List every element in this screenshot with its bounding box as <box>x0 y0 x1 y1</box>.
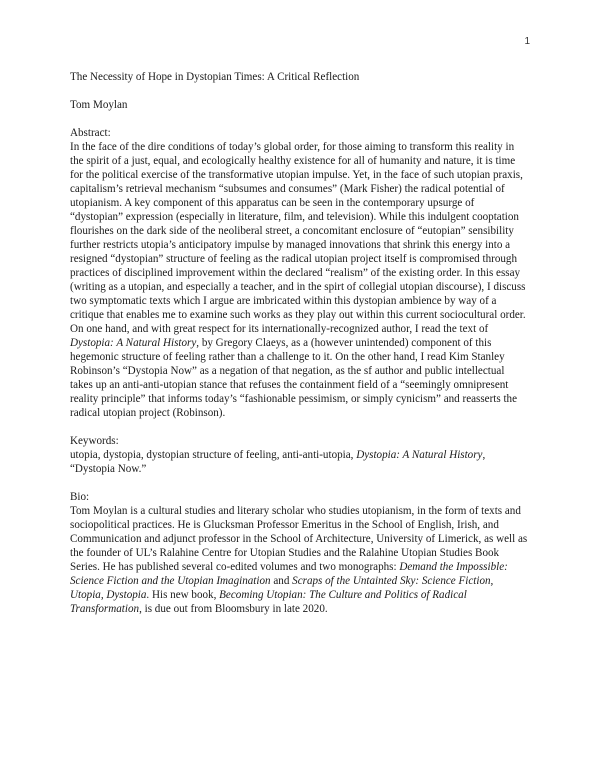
abstract-text <box>70 140 528 420</box>
abstract-label: Abstract: <box>70 127 111 139</box>
italic-title: Demand the Impossible: Science Fiction and the Utopian Imagination <box>70 561 508 587</box>
text-run: and <box>270 575 293 587</box>
text-run: In the face of the dire conditions of today’s global order, for those aiming to transform this reality in the spirit of a just, equal, and ecologically healthy existence for all of humanity and nature, it is time for the political exercise of the transformative utopian impulse. Yet, in the face of such utopian praxis, capitalism’s retrieval mechanism “subsumes and consumes” (Mark Fisher) the radical potential of utopianism. A key component of this apparatus can be seen in the contemporary upsurge of “dystopian” expression (especially in literature, film, and television). While this indulgent cooptation flourishes on the dark side of the neoliberal street, a concomitant enclosure of “eutopian” sensibility further restricts utopia’s anticipatory impulse by managed innovations that shrink this energy into a resigned “dystopian” structure of feeling as the radical utopian project itself is compromised through practices of disciplined improvement within the declared “realism” of the existing order. In this essay (writing as a utopian, and especially a teacher, and in the spirt of collegial utopian discourse), I discuss two symptomatic texts which I argue are imbricated within this dystopian ambience by way of a critique that enables me to examine such works as they play out within this current sociocultural order. On one hand, and with great respect for its internationally-recognized author, I read the text of <box>70 141 526 335</box>
bio-label: Bio: <box>70 491 90 503</box>
keywords-text <box>70 448 528 476</box>
text-run: utopia, dystopia, dystopian structure of feeling, anti-anti-utopia, <box>70 449 357 461</box>
author-name: Tom Moylan <box>70 99 128 111</box>
keywords-label: Keywords: <box>70 435 119 447</box>
italic-title: Dystopia: A Natural History <box>356 449 483 461</box>
text-run: , “Dystopia Now.” <box>70 449 486 475</box>
text-run: , is due out from Bloomsbury in late 2020. <box>139 603 328 615</box>
document-title: The Necessity of Hope in Dystopian Times: A Critical Reflection <box>70 71 360 83</box>
italic-title: Becoming Utopian: The Culture and Politics of Radical Transformation <box>70 589 467 615</box>
bio-text <box>70 504 528 616</box>
italic-title: Dystopia: A Natural History <box>70 337 197 349</box>
text-run: . His new book, <box>146 589 220 601</box>
document-body <box>70 70 528 630</box>
italic-title: Scraps of the Untainted Sky: Science Fiction, Utopia, Dystopia <box>70 575 494 601</box>
text-run: Tom Moylan is a cultural studies and literary scholar who studies utopianism, in the form of texts and sociopolitical practices. He is Glucksman Professor Emeritus in the School of English, Irish, and Communication and adjunct professor in the School of Architecture, University of Limerick, as well as the founder of UL’s Ralahine Centre for Utopian Studies and the Ralahine Utopian Studies Book Series. He has published several co-edited volumes and two monographs: <box>70 505 528 573</box>
text-run: , by Gregory Claeys, as a (however unintended) component of this hegemonic structure of feeling rather than a challenge to it. On the other hand, I read Kim Stanley Robinson’s “Dystopia Now” as a negation of that negation, as the sf author and public intellectual takes up an anti-anti-utopian stance that refuses the containment field of a “seemingly omnipresent reality principle” that informs today’s “fashionable pessimism, or simply cynicism” and reasserts the radical utopian project (Robinson). <box>70 337 518 419</box>
page-number: 1 <box>524 36 530 47</box>
